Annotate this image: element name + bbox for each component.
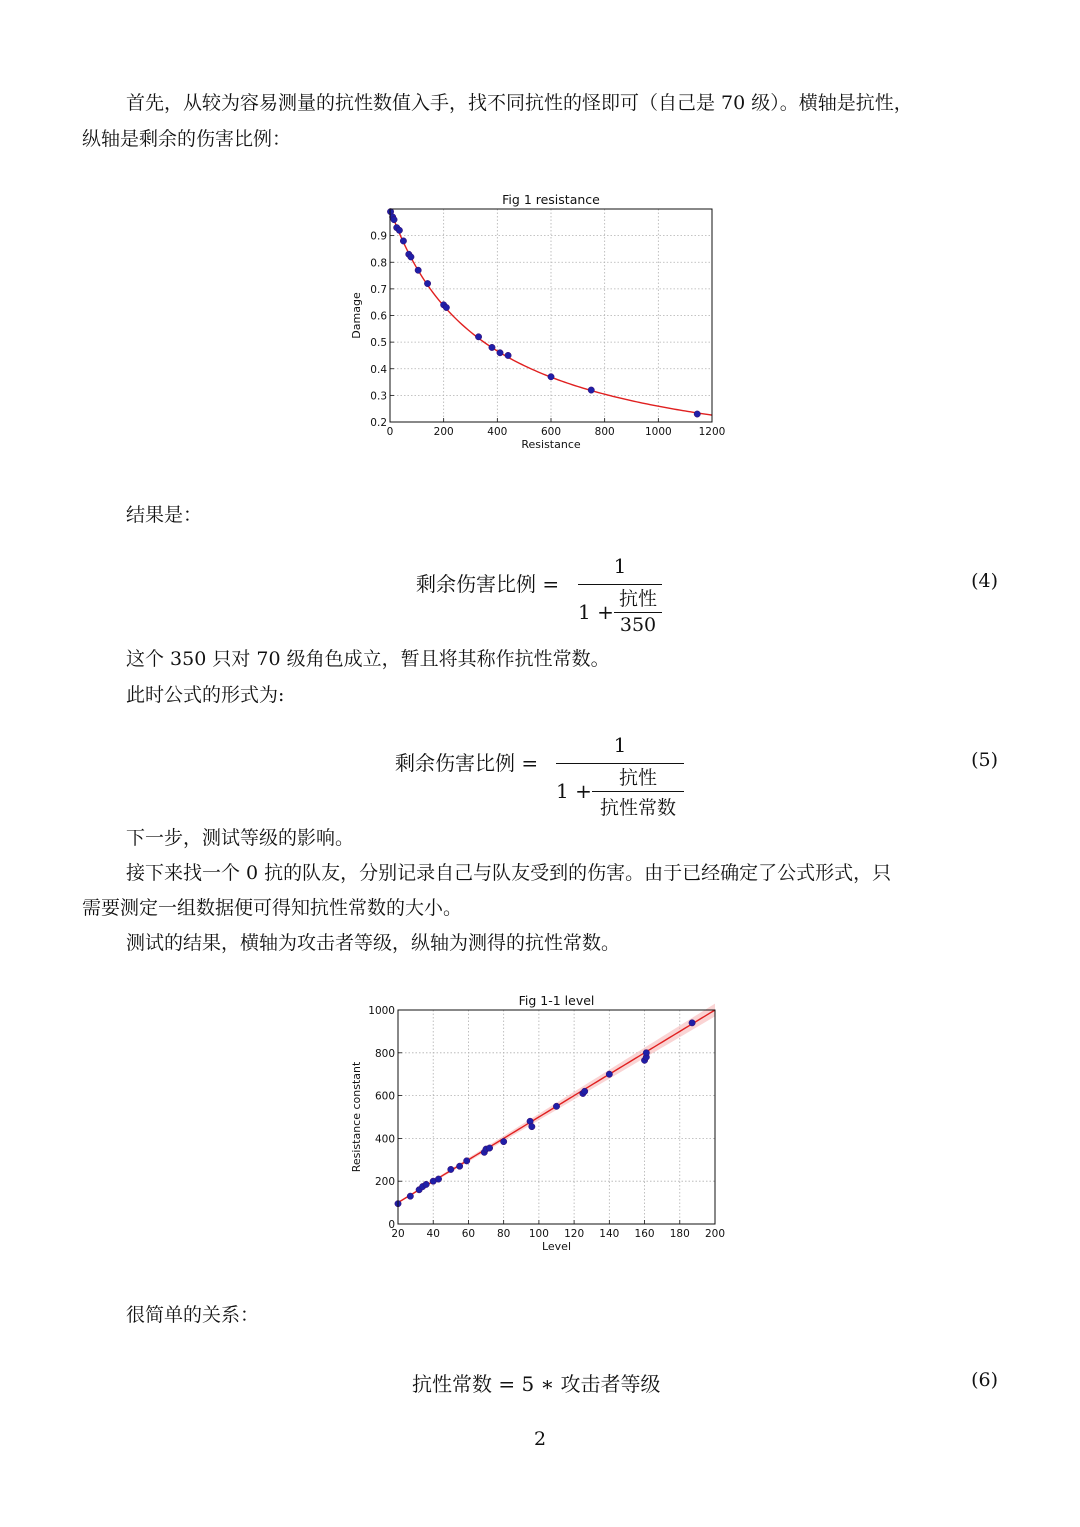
x-tick-label: 140 — [599, 1228, 620, 1240]
paragraph-5: 下一步，测试等级的影响。 — [126, 827, 355, 849]
data-point — [489, 344, 495, 350]
x-tick-label: 180 — [669, 1228, 690, 1240]
paragraph-2: 结果是： — [126, 504, 203, 526]
x-tick-label: 0 — [386, 426, 394, 438]
x-axis-label: Level — [541, 1240, 572, 1253]
x-tick-label: 600 — [540, 426, 562, 438]
page-number: 2 — [533, 1428, 547, 1450]
paragraph-6-line-1: 接下来找一个 0 抗的队友，分别记录自己与队友受到的伤害。由于已经确定了公式形式，只 — [126, 862, 892, 884]
data-point — [456, 1163, 462, 1169]
x-tick-label: 400 — [487, 426, 508, 438]
equation-4-denominator-prefix: 1 + — [578, 600, 614, 624]
equation-6 — [0, 1368, 1080, 1398]
data-point — [694, 411, 700, 417]
x-tick-label: 200 — [433, 426, 454, 438]
data-point — [448, 1166, 454, 1172]
paragraph-3: 这个 350 只对 70 级角色成立，暂且将其称作抗性常数。 — [126, 648, 610, 670]
y-tick-label: 0.7 — [370, 283, 387, 296]
x-tick-label: 60 — [461, 1228, 476, 1240]
x-tick-label: 120 — [564, 1228, 585, 1240]
data-point — [391, 216, 397, 222]
equation-5-number: (5) — [971, 749, 998, 771]
data-point — [415, 267, 421, 273]
paragraph-4: 此时公式的形式为: — [126, 684, 285, 706]
equation-5-numerator: 1 — [613, 733, 627, 757]
chart-title: Fig 1 resistance — [502, 192, 600, 207]
data-point — [424, 280, 430, 286]
y-tick-label: 800 — [374, 1047, 395, 1060]
x-tick-label: 1200 — [698, 426, 726, 438]
y-tick-label: 0.6 — [370, 310, 387, 323]
x-axis-label: Resistance — [521, 438, 581, 451]
equation-6-text: 抗性常数 = 5 ∗ 攻击者等级 — [412, 1372, 661, 1396]
data-point — [443, 304, 449, 310]
paragraph-8: 很简单的关系： — [126, 1304, 260, 1326]
data-point — [400, 238, 406, 244]
paragraph-1-line-2: 纵轴是剩余的伤害比例： — [82, 128, 292, 150]
data-point — [606, 1071, 612, 1077]
equation-5-inner-numerator: 抗性 — [618, 767, 657, 789]
x-tick-label: 80 — [496, 1228, 511, 1240]
equation-6-number: (6) — [971, 1369, 998, 1391]
y-tick-label: 0.5 — [370, 337, 387, 350]
equation-5-lhs: 剩余伤害比例 = — [395, 751, 539, 775]
y-axis-label: Damage — [350, 292, 363, 339]
data-point — [553, 1103, 559, 1109]
x-tick-label: 200 — [704, 1228, 726, 1240]
data-point — [643, 1050, 649, 1056]
equation-4-numerator: 1 — [613, 554, 627, 578]
data-point — [588, 387, 594, 393]
paragraph-6-line-2: 需要测定一组数据便可得知抗性常数的大小。 — [82, 897, 463, 919]
data-point — [407, 1193, 413, 1199]
data-point — [475, 334, 481, 340]
y-tick-label: 0.4 — [370, 363, 387, 376]
equation-4-lhs: 剩余伤害比例 = — [416, 572, 560, 596]
y-tick-label: 600 — [374, 1090, 395, 1103]
y-axis-label: Resistance constant — [350, 1061, 363, 1173]
x-tick-label: 40 — [426, 1228, 440, 1240]
figure-1-1-level-chart — [345, 988, 735, 1258]
paragraph-7: 测试的结果，横轴为攻击者等级，纵轴为测得的抗性常数。 — [126, 932, 621, 954]
paragraph-1-line-1: 首先，从较为容易测量的抗性数值入手，找不同抗性的怪即可（自己是 70 级）。横轴是抗性， — [126, 92, 913, 114]
y-tick-label: 0.8 — [370, 257, 387, 270]
equation-4-inner-numerator: 抗性 — [618, 588, 657, 610]
data-point — [486, 1145, 492, 1151]
x-tick-label: 800 — [594, 426, 615, 438]
data-point — [581, 1088, 587, 1094]
x-tick-label: 100 — [528, 1228, 549, 1240]
equation-4-inner-denominator: 350 — [619, 614, 657, 636]
y-tick-label: 0 — [388, 1219, 395, 1231]
data-point — [689, 1020, 695, 1026]
data-point — [423, 1181, 429, 1187]
data-point — [396, 227, 402, 233]
data-point — [500, 1138, 506, 1144]
equation-5-inner-denominator: 抗性常数 — [599, 797, 676, 819]
y-tick-label: 200 — [374, 1176, 395, 1189]
equation-5-denominator-prefix: 1 + — [556, 779, 592, 803]
data-point — [548, 374, 554, 380]
data-point — [435, 1176, 441, 1182]
data-point — [408, 254, 414, 260]
equation-4-number: (4) — [971, 570, 998, 592]
data-point — [497, 350, 503, 356]
x-tick-label: 20 — [391, 1228, 405, 1240]
figure-1-resistance-chart — [345, 185, 735, 455]
data-point — [505, 352, 511, 358]
x-tick-label: 160 — [634, 1228, 655, 1240]
y-tick-label: 0.3 — [370, 390, 387, 403]
chart-title: Fig 1-1 level — [518, 993, 595, 1008]
y-tick-label: 0.2 — [370, 417, 387, 429]
equation-5 — [0, 729, 1080, 824]
y-tick-label: 0.9 — [370, 230, 387, 243]
data-point — [463, 1158, 469, 1164]
equation-4-inner-fraction-bar — [614, 612, 662, 613]
data-point — [529, 1123, 535, 1129]
y-tick-label: 1000 — [368, 1005, 395, 1017]
y-tick-label: 400 — [374, 1133, 395, 1146]
equation-4 — [0, 550, 1080, 645]
equation-5-inner-fraction-bar — [592, 791, 684, 792]
x-tick-label: 1000 — [644, 426, 672, 438]
